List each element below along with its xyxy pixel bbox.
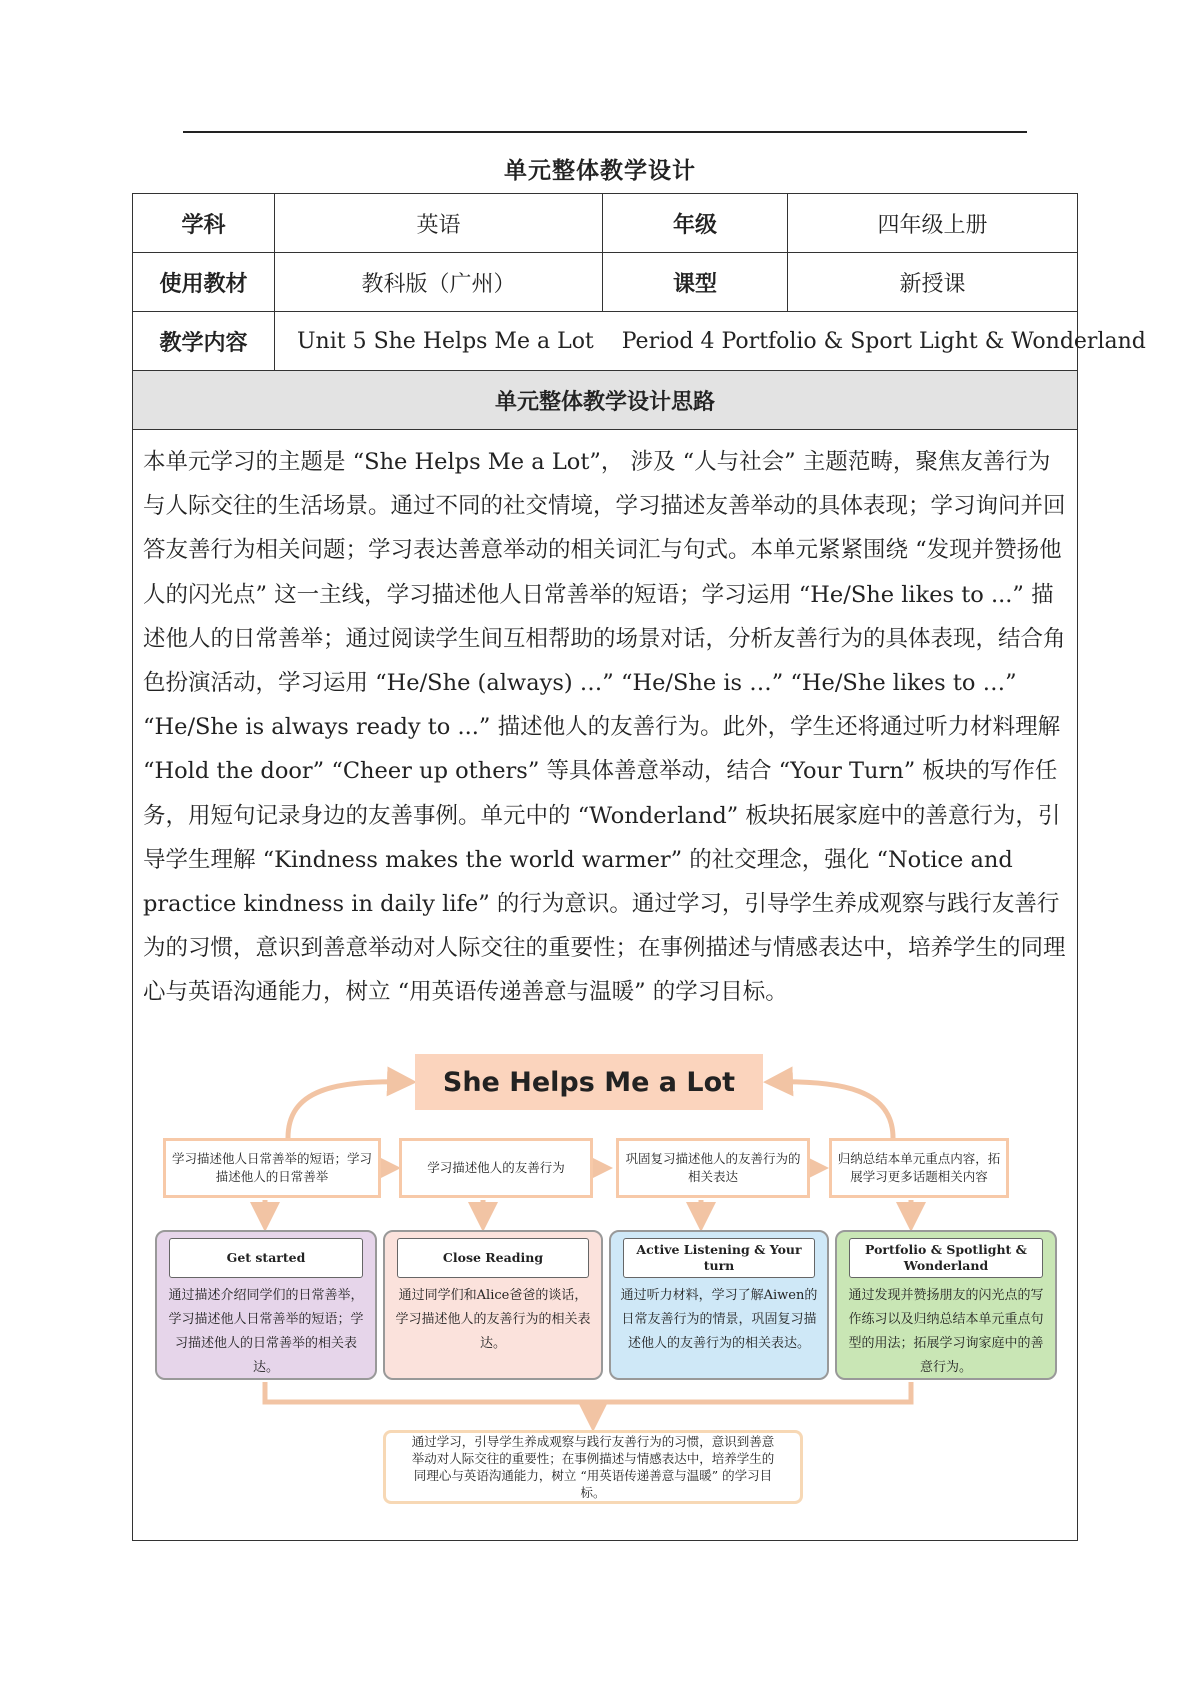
grade-label: 年级 — [603, 194, 788, 253]
card-text: 通过发现并赞扬朋友的闪光点的写作练习以及归纳总结本单元重点句型的用法；拓展学习询家庭中的善意行为。 — [848, 1288, 1044, 1375]
content-text: Unit 5 She Helps Me a Lot Period 4 Portfolio & Sport Light & Wonderland — [297, 328, 1146, 354]
summary-text: 通过学习，引导学生养成观察与践行友善行为的习惯，意识到善意举动对人际交往的重要性；在事例描述与情感表达中，培养学生的同理心与英语沟通能力，树立 “用英语传递善意与温暖” 的学习目标。 — [411, 1434, 775, 1500]
content-label: 教学内容 — [133, 312, 275, 371]
diagram-card-portfolio — [835, 1230, 1057, 1380]
unit-flow-diagram — [133, 1050, 1078, 1530]
section-heading: 单元整体教学设计思路 — [133, 371, 1078, 430]
diagram-step-3: 巩固复习描述他人的友善行为的相关表达 — [616, 1138, 810, 1198]
document-title: 单元整体教学设计 — [504, 158, 696, 184]
card-header: Active Listening & Your turn — [623, 1238, 815, 1278]
diagram-card-close-reading — [383, 1230, 603, 1380]
card-header: Portfolio & Spotlight & Wonderland — [849, 1238, 1043, 1278]
content-value — [275, 312, 1146, 371]
textbook-label: 使用教材 — [133, 253, 275, 312]
lesson-type-value: 新授课 — [788, 253, 1078, 312]
design-body — [133, 430, 1078, 1541]
lesson-type-label: 课型 — [603, 253, 788, 312]
diagram-step-2: 学习描述他人的友善行为 — [399, 1138, 593, 1198]
textbook-value: 教科版（广州） — [275, 253, 603, 312]
diagram-step-1: 学习描述他人日常善举的短语；学习描述他人的日常善举 — [163, 1138, 381, 1198]
card-header: Get started — [169, 1238, 363, 1278]
card-text: 通过同学们和Alice爸爸的谈话，学习描述他人的友善行为的相关表达。 — [395, 1288, 591, 1351]
diagram-step-4: 归纳总结本单元重点内容，拓展学习更多话题相关内容 — [829, 1138, 1009, 1198]
subject-value: 英语 — [275, 194, 603, 253]
subject-label: 学科 — [133, 194, 275, 253]
top-rule — [183, 131, 1027, 133]
lesson-table — [132, 193, 1146, 1541]
diagram-card-active-listening — [609, 1230, 829, 1380]
diagram-summary — [383, 1430, 803, 1504]
diagram-main-title: She Helps Me a Lot — [415, 1054, 763, 1110]
card-text: 通过描述介绍同学们的日常善举，学习描述他人日常善举的短语；学习描述他人的日常善举的相关表达。 — [168, 1288, 364, 1375]
design-paragraph: 本单元学习的主题是 “She Helps Me a Lot”， 涉及 “人与社会” 主题范畴，聚焦友善行为与人际交往的生活场景。通过不同的社交情境，学习描述友善举动的具体表现；学习询问并回答友善行为相关问题；学习表达善意举动的相关词汇与句式。本单元紧紧围绕 “发现并赞扬他人的闪光点” 这一主线，学习描述他人日常善举的短语；学习运用 “He/She likes to ...” 描述他人的日常善举；通过阅读学生间互相帮助的场景对话，分析友善行为的具体表现，结合角色扮演活动，学习运用 “He/She (always) …” “He/She is …” “He/She likes to …” “He/She is always ready to ...” 描述他人的友善行为。此外，学生还将通过听力材料理解 “Hold the door” “Cheer up others” 等具体善意举动，结合 “Your Turn” 板块的写作任务，用短句记录身边的友善事例。单元中的 “Wonderland” 板块拓展家庭中的善意行为，引导学生理解 “Kindness makes the world warmer” 的社交理念，强化 “Notice and practice kindness in daily life” 的行为意识。通过学习，引导学生养成观察与践行友善行为的习惯，意识到善意举动对人际交往的重要性；在事例描述与情感表达中，培养学生的同理心与英语沟通能力，树立 “用英语传递善意与温暖” 的学习目标。 — [143, 449, 1066, 1006]
diagram-card-get-started — [155, 1230, 377, 1380]
grade-value: 四年级上册 — [788, 194, 1078, 253]
card-header: Close Reading — [397, 1238, 589, 1278]
card-text: 通过听力材料，学习了解Aiwen的日常友善行为的情景，巩固复习描述他人的友善行为的相关表达。 — [620, 1288, 818, 1351]
